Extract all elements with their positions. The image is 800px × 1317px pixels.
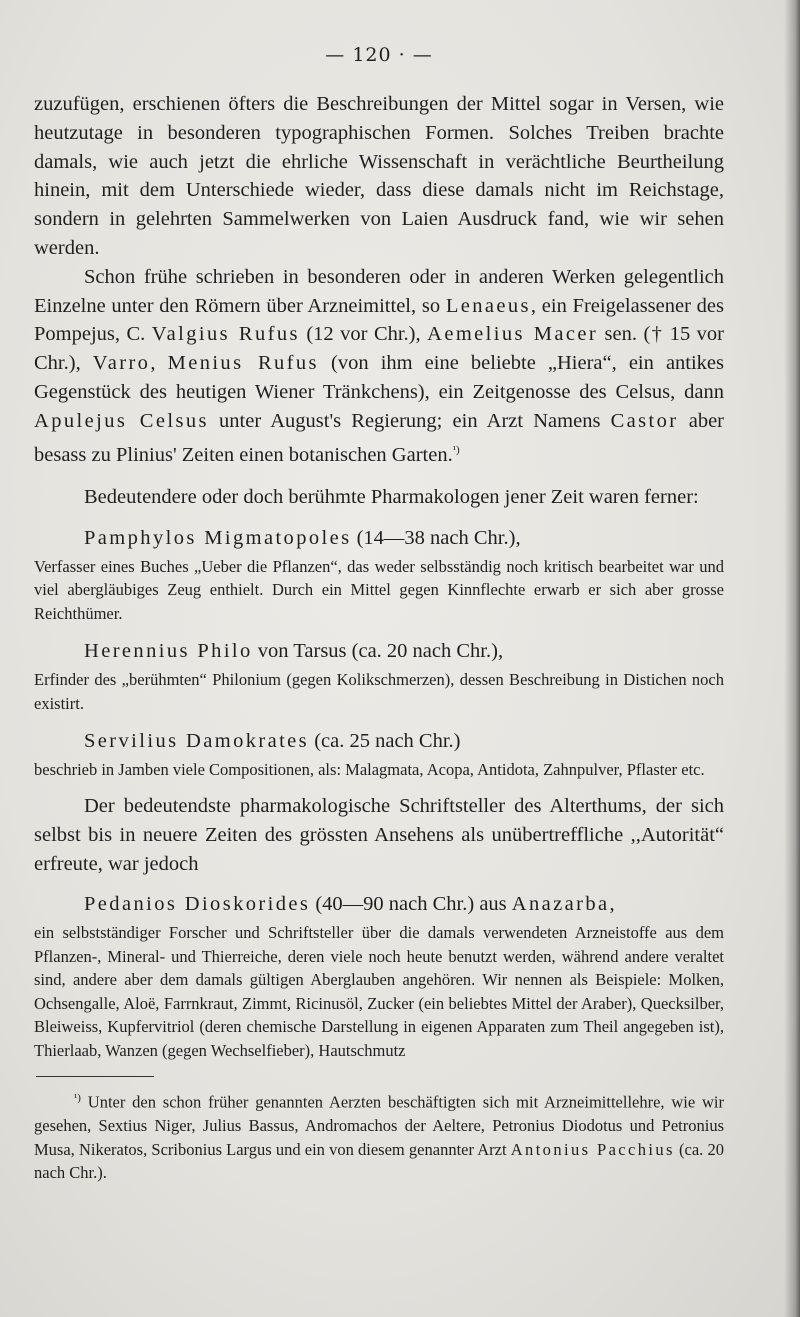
person-name: Pamphylos Migmatopoles <box>84 526 352 549</box>
page-content <box>34 44 724 1185</box>
paragraph-early-pharmacologists <box>34 263 724 469</box>
entry-description-pamphylos: Verfasser eines Buches „Ueber die Pflanzen“, das weder selbsständig noch kritisch bearbeitet war und viel abergläubiges Zeug enthielt. Durch ein Mittel gegen Kinnflechte erwarb er sich aber grosse Reichthümer. <box>34 556 724 623</box>
entry-date: (ca. 25 nach Chr.) <box>309 730 461 753</box>
paragraph-more-pharmacologists: Bedeutendere oder doch berühmte Pharmakologen jener Zeit waren ferner: <box>84 486 699 509</box>
text-run: Unter den schon früher genannten Aerzten beschäftigten sich mit Arzneimittellehre, wie wir gesehen, Sextius Niger, Julius Bassus, Andromachos der Aeltere, Petronius Diodotus und Petronius Musa, Nikeratos, Scribonius Largus und ein von diesem genannter Arzt <box>34 1092 724 1159</box>
page-edge-shadow <box>784 0 800 1317</box>
text-run: (12 vor Chr.), <box>299 323 428 346</box>
person-name: Pedanios Dioskorides <box>84 893 311 916</box>
person-name: Valgius Rufus <box>151 323 300 346</box>
person-name: Antonius Pacchius <box>510 1139 675 1159</box>
text-run: , <box>609 893 615 916</box>
entry-description-herennius: Erfinder des „berühmten“ Philonium (gegen Kolikschmerzen), dessen Beschreibung in Distichen noch existirt. <box>34 670 724 713</box>
person-name: Apulejus Celsus <box>34 409 209 432</box>
person-name: Varro <box>92 352 151 375</box>
entry-date: von Tarsus (ca. 20 nach Chr.), <box>252 640 504 663</box>
entry-date: (40—90 nach Chr.) aus <box>310 893 512 916</box>
entry-heading-dioskorides <box>34 890 724 919</box>
text-run: (ca. 20 nach Chr.). <box>34 1139 724 1183</box>
text-run: sen. († 15 vor Chr.), <box>34 323 724 375</box>
place-name: Anazarba <box>511 893 610 916</box>
person-name: Servilius Damokrates <box>84 730 310 753</box>
text-run: aber besass zu Plinius' Zeiten einen botanischen Garten. <box>34 409 724 466</box>
person-name: Lenaeus <box>445 294 531 317</box>
text-run: , ein Freigelassener des Pompejus, C. <box>34 294 724 346</box>
person-name: Menius Rufus <box>167 352 319 375</box>
entry-heading-servilius <box>34 727 724 756</box>
footnote-divider <box>36 1076 154 1077</box>
footnote-marker: ¹) <box>74 1092 81 1105</box>
entry-heading-pamphylos <box>34 524 724 553</box>
text-run: Schon frühe schrieben in besonderen oder in anderen Werken gelegentlich Einzelne unter den Römern über Arzneimittel, so <box>34 265 724 317</box>
entry-heading-herennius <box>34 637 724 666</box>
person-name: Aemelius Macer <box>427 323 599 346</box>
person-name: Herennius Philo <box>84 640 253 663</box>
text-run: , <box>150 352 168 375</box>
footnote <box>34 1087 724 1185</box>
person-name: Castor <box>610 409 679 432</box>
entry-description-dioskorides: ein selbstständiger Forscher und Schriftsteller über die damals verwendeten Arzneistoffe aus dem Pflanzen-, Mineral- und Thierreiche, deren viele noch heute benutzt werden, während andere veraltet sind, andere aber dem damals gültigen Aberglauben angehören. Wir nennen als Beispiele: Molken, Ochsengalle, Aloë, Farrnkraut, Zimmt, Ricinusöl, Zucker (ein beliebtes Mittel der Araber), Quecksilber, Bleiweiss, Kupfervitriol (deren chemische Darstellung in eigenen Apparaten zum Theil angegeben ist), Thierlaab, Wanzen (gegen Wechselfieber), Hautschmutz <box>34 923 724 1060</box>
page-number: — 120 · — <box>325 44 433 66</box>
entry-date: (14—38 nach Chr.), <box>351 526 521 549</box>
entry-description-servilius: beschrieb in Jamben viele Compositionen, als: Malagmata, Acopa, Antidota, Zahnpulver, Pflaster etc. <box>34 760 705 780</box>
footnote-marker: ¹) <box>452 443 460 456</box>
paragraph-most-important: Der bedeutendste pharmakologische Schriftsteller des Alterthums, der sich selbst bis in neuere Zeiten des grössten Ansehens als unübertreffliche ,,Autorität“ erfreute, war jedoch <box>34 794 724 875</box>
paragraph-intro: zuzufügen, erschienen öfters die Beschreibungen der Mittel sogar in Versen, wie heutzutage in besonderen typographischen Formen. Solches Treiben brachte damals, wie auch jetzt die ehrliche Wissenschaft in verächtliche Beurtheilung hinein, mit dem Unterschiede wieder, dass diese damals nicht im Reichstage, sondern in gelehrten Sammelwerken von Laien Ausdruck fand, wie wir sehen werden. <box>34 93 724 259</box>
text-run: (von ihm eine beliebte „Hiera“, ein antikes Gegenstück des heutigen Wiener Tränkchens), ein Zeitgenosse des Celsus, dann <box>34 352 725 403</box>
text-run: unter August's Regierung; ein Arzt Namens <box>208 409 611 432</box>
